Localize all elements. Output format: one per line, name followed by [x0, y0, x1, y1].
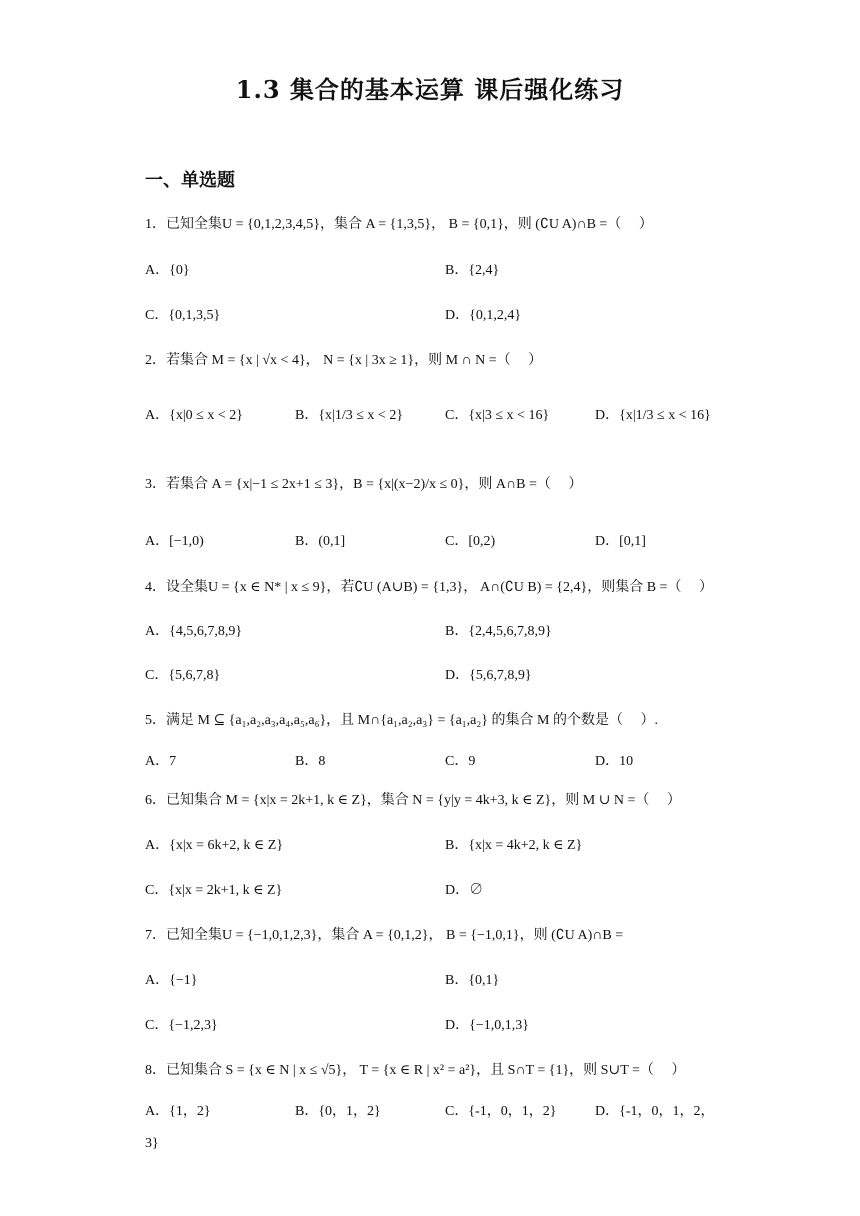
question-8-stem: 8．已知集合 S = {x ∈ N | x ≤ √5}， T = {x ∈ R | x² = a²}，且 S∩T = {1}，则 S∪T =（ ） — [145, 1063, 686, 1078]
question-7-option-a: A．{−1} — [145, 973, 198, 988]
question-1-option-d: D．{0,1,2,4} — [445, 308, 522, 323]
question-5-option-a: A．7 — [145, 754, 177, 769]
question-6-option-d: D．∅ — [445, 883, 484, 898]
question-5-option-d: D．10 — [595, 754, 634, 769]
question-8-option-d-continued: 3} — [145, 1136, 159, 1151]
question-7-option-c: C．{−1,2,3} — [145, 1018, 218, 1033]
question-3-option-d: D．[0,1] — [595, 534, 646, 549]
question-3-option-b: B．(0,1] — [295, 534, 346, 549]
question-4-stem: 4．设全集U = {x ∈ N* | x ≤ 9}，若∁U (A∪B) = {1,3}， A∩(∁U B) = {2,4}，则集合 B =（ ） — [145, 580, 713, 595]
question-8-option-a: A．{1，2} — [145, 1104, 211, 1119]
question-1-option-a: A．{0} — [145, 263, 190, 278]
question-4-option-a: A．{4,5,6,7,8,9} — [145, 624, 243, 639]
question-8-option-b: B．{0，1，2} — [295, 1104, 381, 1119]
question-2-stem: 2．若集合 M = {x | √x < 4}， N = {x | 3x ≥ 1}，则 M ∩ N =（ ） — [145, 353, 543, 368]
question-5-option-c: C．9 — [445, 754, 476, 769]
question-4-option-d: D．{5,6,7,8,9} — [445, 668, 532, 683]
question-3-option-a: A．[−1,0) — [145, 534, 204, 549]
question-4-option-b: B．{2,4,5,6,7,8,9} — [445, 624, 552, 639]
question-2-option-c: C．{x|3 ≤ x < 16} — [445, 408, 550, 423]
question-3-option-c: C．[0,2) — [445, 534, 496, 549]
question-3-stem: 3．若集合 A = {x|−1 ≤ 2x+1 ≤ 3}，B = {x|(x−2)/x ≤ 0}，则 A∩B =（ ） — [145, 477, 583, 492]
question-5-stem: 5．满足 M ⊆ {a₁,a₂,a₃,a₄,a₅,a₆}，且 M∩{a₁,a₂,a₃} = {a₁,a₂} 的集合 M 的个数是（ ）. — [145, 713, 658, 728]
question-6-option-a: A．{x|x = 6k+2, k ∈ Z} — [145, 838, 284, 853]
question-1-stem: 1．已知全集U = {0,1,2,3,4,5}，集合 A = {1,3,5}， B = {0,1}，则 (∁U A)∩B =（ ） — [145, 217, 653, 232]
question-7-option-d: D．{−1,0,1,3} — [445, 1018, 529, 1033]
question-2-option-d: D．{x|1/3 ≤ x < 16} — [595, 408, 711, 423]
question-1-option-c: C．{0,1,3,5} — [145, 308, 221, 323]
question-1-option-b: B．{2,4} — [445, 263, 500, 278]
question-6-stem: 6．已知集合 M = {x|x = 2k+1, k ∈ Z}，集合 N = {y|y = 4k+3, k ∈ Z}，则 M ∪ N =（ ） — [145, 793, 681, 808]
question-8-option-c: C．{-1，0，1，2} — [445, 1104, 557, 1119]
section-heading: 一、单选题 — [145, 170, 235, 191]
question-6-option-c: C．{x|x = 2k+1, k ∈ Z} — [145, 883, 283, 898]
page-title: 1.3 集合的基本运算 课后强化练习 — [235, 75, 625, 104]
question-2-option-b: B．{x|1/3 ≤ x < 2} — [295, 408, 404, 423]
question-7-option-b: B．{0,1} — [445, 973, 500, 988]
question-5-option-b: B．8 — [295, 754, 326, 769]
question-6-option-b: B．{x|x = 4k+2, k ∈ Z} — [445, 838, 583, 853]
question-4-option-c: C．{5,6,7,8} — [145, 668, 221, 683]
question-7-stem: 7．已知全集U = {−1,0,1,2,3}，集合 A = {0,1,2}， B = {−1,0,1}，则 (∁U A)∩B = — [145, 928, 624, 943]
question-2-option-a: A．{x|0 ≤ x < 2} — [145, 408, 243, 423]
question-8-option-d: D．{-1，0，1，2， — [595, 1104, 715, 1119]
